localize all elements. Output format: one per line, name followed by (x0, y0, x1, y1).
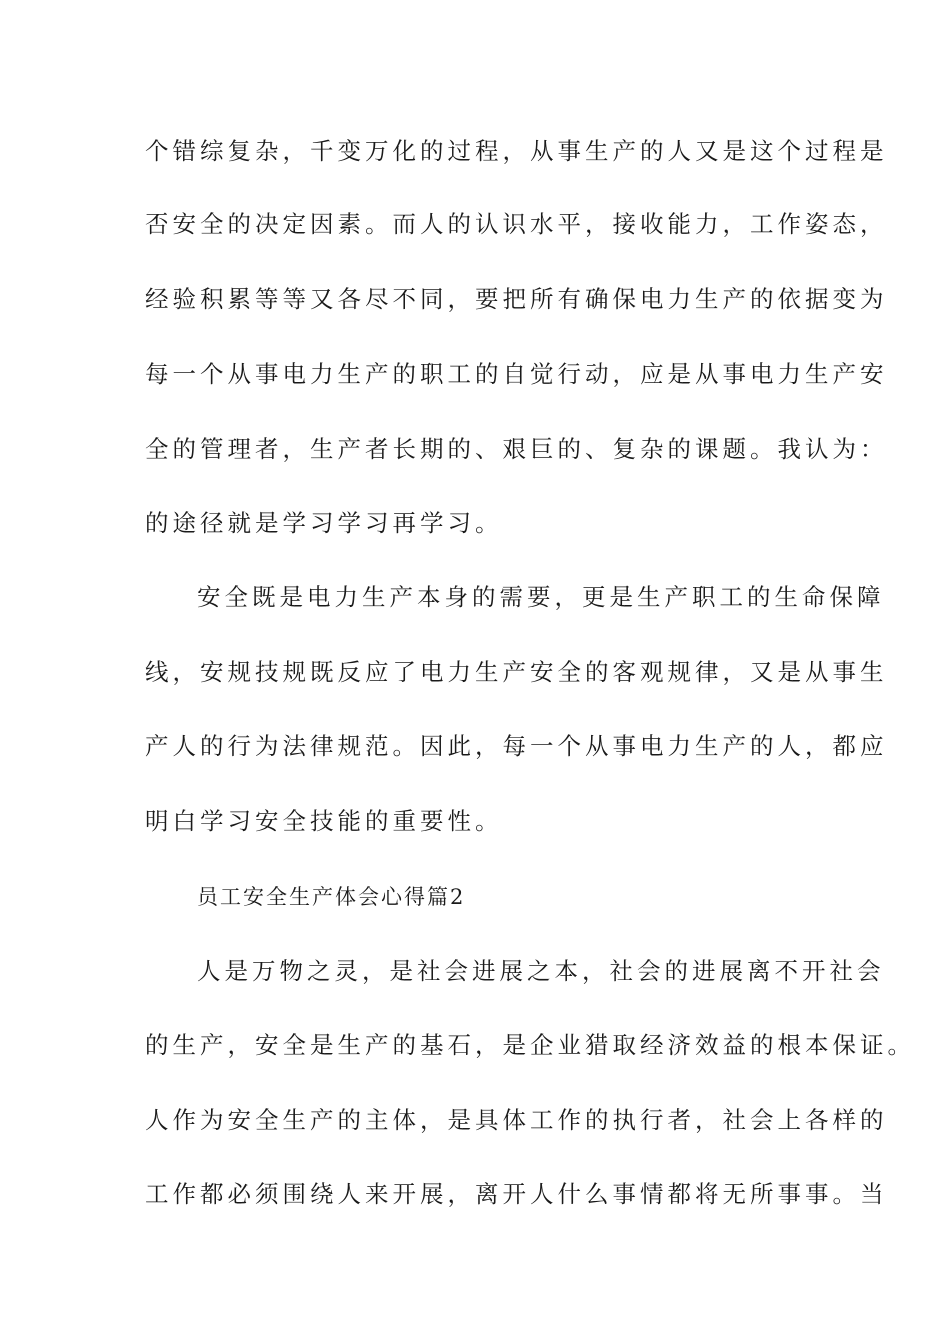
text-line: 经验积累等等又各尽不同，要把所有确保电力生产的依据变为 (145, 285, 888, 313)
text-line: 否安全的决定因素。而人的认识水平，接收能力，工作姿态， (145, 210, 888, 238)
section-heading: 员工安全生产体会心得篇2 (197, 885, 466, 909)
text-line: 明白学习安全技能的重要性。 (145, 807, 503, 835)
paragraph-first-line: 人是万物之灵，是社会进展之本，社会的进展离不开社会 (197, 957, 885, 985)
text-line: 的途径就是学习学习再学习。 (145, 509, 503, 537)
paragraph-first-line: 安全既是电力生产本身的需要，更是生产职工的生命保障 (197, 583, 885, 611)
text-line: 产人的行为法律规范。因此，每一个从事电力生产的人，都应 (145, 732, 888, 760)
text-line: 人作为安全生产的主体，是具体工作的执行者，社会上各样的 (145, 1106, 888, 1134)
text-line: 每一个从事电力生产的职工的自觉行动，应是从事电力生产安 (145, 360, 888, 388)
text-line: 工作都必须围绕人来开展，离开人什么事情都将无所事事。当 (145, 1180, 888, 1208)
text-line: 个错综复杂，千变万化的过程，从事生产的人又是这个过程是 (145, 137, 888, 165)
text-line: 的生产，安全是生产的基石，是企业猎取经济效益的根本保证。 (145, 1031, 915, 1059)
text-line: 全的管理者，生产者长期的、艰巨的、复杂的课题。我认为： (145, 435, 888, 463)
text-line: 线，安规技规既反应了电力生产安全的客观规律，又是从事生 (145, 658, 888, 686)
